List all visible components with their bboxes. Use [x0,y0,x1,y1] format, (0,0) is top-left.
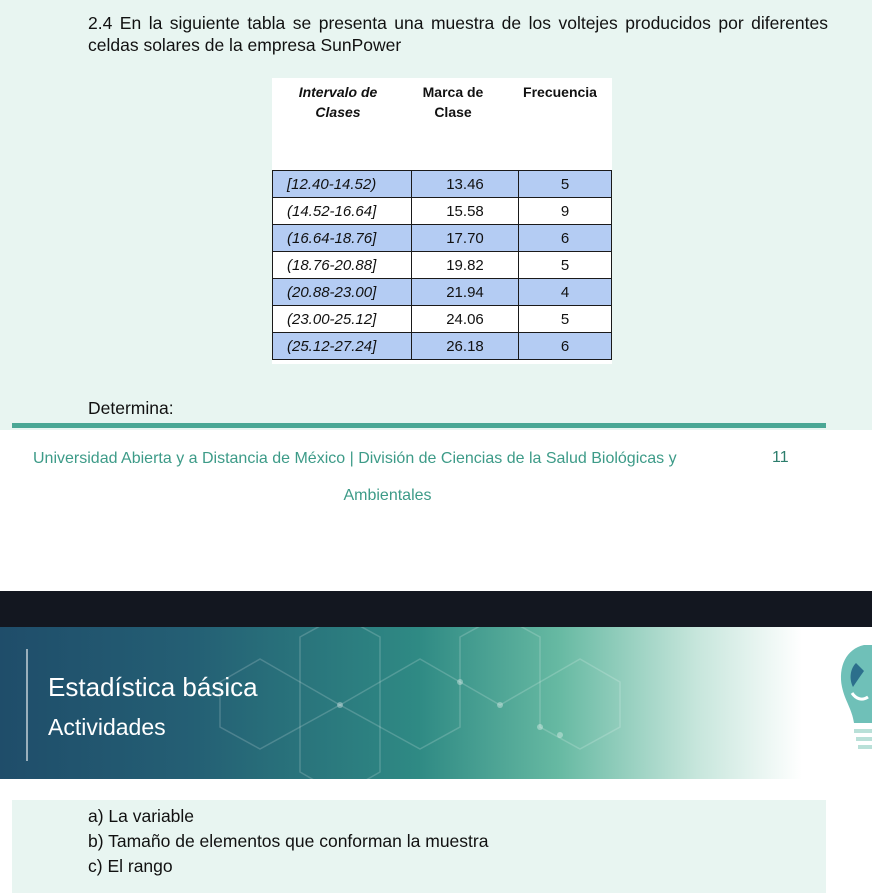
banner-title: Estadística básica [48,672,258,702]
cell-frecuencia: 6 [519,333,612,360]
header-intervalo: Intervalo de Clases [298,84,378,120]
lightbulb-logo-icon [834,635,872,775]
cell-marca: 15.58 [412,198,519,225]
page-separator-bar [0,591,872,627]
cell-intervalo: (25.12-27.24] [273,333,412,360]
cell-frecuencia: 5 [519,171,612,198]
cell-intervalo: [12.40-14.52) [273,171,412,198]
cell-marca: 19.82 [412,252,519,279]
cell-marca: 17.70 [412,225,519,252]
banner-subtitle: Actividades [48,714,166,740]
cell-intervalo: (18.76-20.88] [273,252,412,279]
list-item: a) La variable [88,806,195,826]
table-header [272,78,612,168]
cell-frecuencia: 6 [519,225,612,252]
header-marca: Marca de Clase [422,84,484,120]
banner-accent-line [26,649,28,761]
footer-divider [12,423,826,428]
cell-frecuencia: 9 [519,198,612,225]
cell-frecuencia: 5 [519,306,612,333]
document-page [0,0,872,430]
footer-institution: Universidad Abierta y a Distancia de México | División de Ciencias de la Salud Biológicas y [33,450,677,467]
cell-intervalo: (23.00-25.12] [273,306,412,333]
list-item: c) El rango [88,856,173,876]
page-number: 11 [772,449,789,466]
table-row [273,225,612,252]
table-row [273,171,612,198]
header-frecuencia: Frecuencia [523,84,597,100]
table-row [273,333,612,360]
questions-list [88,804,488,879]
hexagon-pattern-icon [0,627,872,779]
cell-intervalo: (16.64-18.76] [273,225,412,252]
document-page-continued [12,800,826,893]
table-row [273,252,612,279]
cell-marca: 26.18 [412,333,519,360]
list-item: b) Tamaño de elementos que conforman la muestra [88,831,489,851]
cell-frecuencia: 5 [519,252,612,279]
table-row [273,279,612,306]
table-row [273,198,612,225]
determina-label: Determina: [88,398,174,418]
cell-intervalo: (20.88-23.00] [273,279,412,306]
cell-marca: 13.46 [412,171,519,198]
cell-intervalo: (14.52-16.64] [273,198,412,225]
frequency-table-image [272,78,612,364]
section-banner [0,627,872,779]
cell-marca: 24.06 [412,306,519,333]
table-row [273,306,612,333]
cell-frecuencia: 4 [519,279,612,306]
problem-statement: 2.4 En la siguiente tabla se presenta una muestra de los voltejes producidos por diferentes celdas solares de la empresa SunPower [88,13,828,55]
footer-institution-continued: Ambientales [343,487,432,504]
cell-marca: 21.94 [412,279,519,306]
frequency-table [272,170,612,360]
